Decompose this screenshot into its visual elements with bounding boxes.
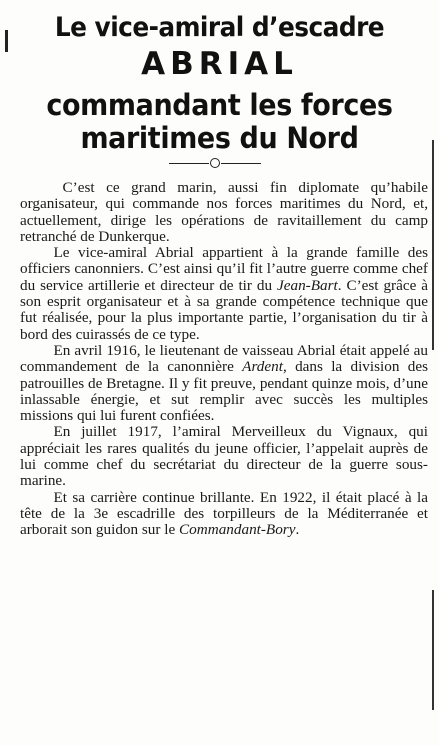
headline-name: ABRIAL — [141, 46, 298, 82]
headline-line-4: maritimes du Nord — [80, 121, 359, 155]
paragraph-text: En avril 1916, le lieutenant de vaisseau Abrial était appelé au commandement de la canonnière — [20, 341, 428, 376]
paragraph-1 — [20, 180, 428, 245]
paragraph-5 — [20, 490, 428, 539]
article-body — [20, 180, 428, 539]
paragraph-2 — [20, 245, 428, 343]
ship-name: Jean-Bart — [277, 276, 338, 294]
ornament-rule-left — [169, 163, 209, 164]
headline-line-1: Le vice-amiral d’escadre — [54, 12, 385, 43]
ornament-rule-right — [221, 163, 261, 164]
ornament-circle — [210, 158, 220, 168]
paragraph-text: . C’est grâce à son esprit organisateur et à sa grande compétence technique que fut réalisée, pour la plus importante partie, l’organisation du tir à bord des cuirassés de ce type. — [20, 276, 428, 343]
column-rule-left — [5, 30, 8, 52]
ship-name: Commandant-Bory — [179, 521, 296, 539]
headline-line-3: commandant les forces — [46, 88, 393, 122]
column-rule-right — [432, 140, 434, 350]
paragraph-text: Le vice-amiral Abrial appartient à la grande famille des officiers canonniers. C’est ainsi qu’il fit l’autre guerre comme chef du service artillerie et directeur de tir du — [20, 244, 428, 294]
paragraph-text: En juillet 1917, l’amiral Merveilleux du Vignaux, qui appréciait les rares qualités du jeune officier, l’appelait auprès de lui comme chef du secrétariat du directeur de la guerre sous-marine. — [20, 423, 428, 490]
paragraph-3 — [20, 343, 428, 424]
paragraph-text: , dans la division des patrouilles de Bretagne. Il y fit preuve, pendant quinze mois, d’une inlassable énergie, et sut remplir avec succès les multiples missions qui lui furent confiées. — [20, 358, 428, 425]
ship-name: Ardent — [242, 358, 283, 376]
column-rule-right-lower — [432, 590, 434, 710]
paragraph-text: C’est ce grand marin, aussi fin diplomate qu’habile organisateur, qui commande nos forces maritimes du Nord, et, actuellement, dirige les opérations de ravitaillement du camp retranché de Dunkerque. — [20, 179, 428, 245]
paragraph-text: Et sa carrière continue brillante. En 1922, il était placé à la tête de la 3e escadrille des torpilleurs de la Méditerranée et arborait son guidon sur le — [20, 488, 428, 539]
paragraph-text: . — [295, 521, 300, 539]
paragraph-4 — [20, 424, 428, 489]
headline-ornament — [169, 158, 261, 170]
